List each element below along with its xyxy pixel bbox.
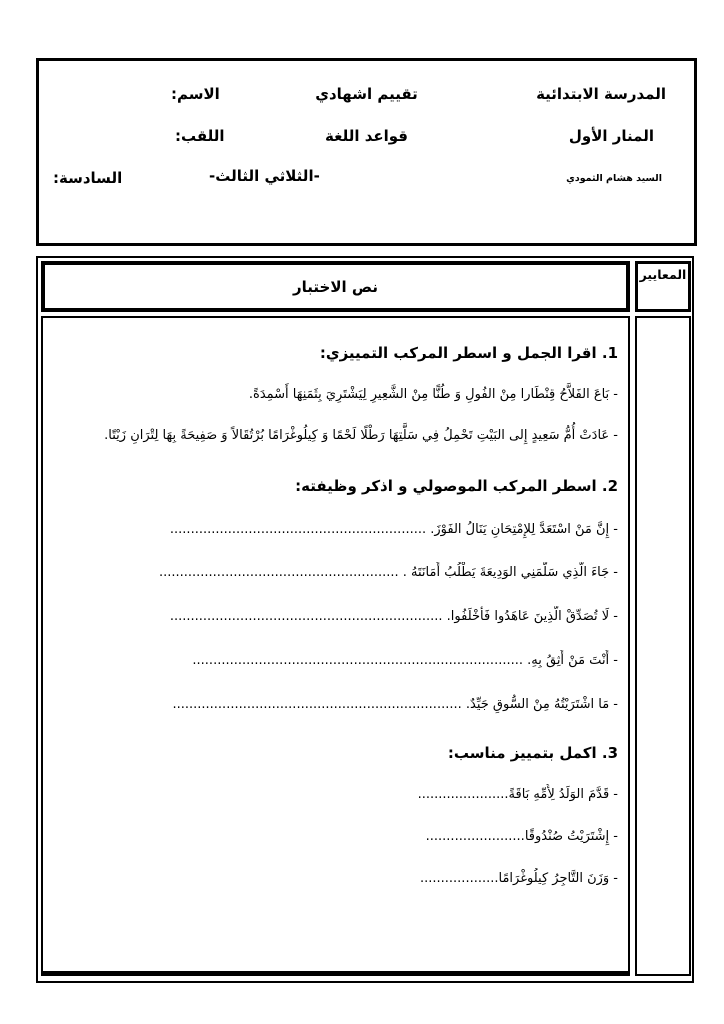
test-body-cell xyxy=(41,316,630,976)
grade-level-label: السادسة: xyxy=(53,169,123,187)
teacher-name: السيد هشام الثمودي xyxy=(566,173,662,184)
trimester-label: -الثلاثي الثالث- xyxy=(209,167,320,185)
subject-title: قواعد اللغة xyxy=(325,127,408,145)
question-1-sentence-1: - بَاعَ الفَلاَّحُ قِنْطَارا مِنْ الفُولِ وَ طُنًّا مِنْ الشَّعِيرِ لِيَشْتَرِيَ بِثَمَنِهَا أَسْمِدَةً. xyxy=(248,387,618,402)
question-3-sentence-1: - قَدَّمَ الوَلَدُ لِأُمِّهِ بَاقَةً...................... xyxy=(417,787,618,803)
student-surname-label: اللقب: xyxy=(175,127,225,145)
criteria-header-cell xyxy=(635,261,691,312)
test-text-header-label: نص الاختبار xyxy=(293,277,378,296)
question-2-sentence-3: - لَا تُصَدِّقْ الَّذِينَ عَاهَدُوا فَأَخْلَفُوا. .................................................................. xyxy=(169,609,618,624)
question-3-title: 3. اكمل بتمييز مناسب: xyxy=(447,744,618,763)
question-2-title: 2. اسطر المركب الموصولي و اذكر وظيفته: xyxy=(295,476,618,495)
test-text-header-cell xyxy=(41,261,630,312)
question-2-sentence-4: - أَنْتَ مَنْ أَثِقُ بِهِ. ................................................................................ xyxy=(192,652,618,668)
criteria-header-label: المعايير xyxy=(639,267,687,282)
school-name-line1: المدرسة الابتدائية xyxy=(536,85,666,103)
student-name-label: الاسم: xyxy=(171,85,220,103)
evaluation-type: تقييم اشهادي xyxy=(315,85,418,103)
question-2-sentence-5: - مَا اشْتَرَيْتُهُ مِنْ السُّوقِ جَيِّدٌ. ...................................................................... xyxy=(172,696,618,712)
question-1-sentence-2: - عَادَتْ أُمُّ سَعِيدٍ إِلى البَيْتِ تَحْمِلُ فِي سَلَّتِهَا رَطْلًا لَحْمًا وَ كِيلُوغْرَامًا بُرْتُقَالاً وَ صَفِيحَةً بِهَا لِتْرَانِ زَيْتًا. xyxy=(104,427,618,443)
school-name-line2: المنار الأول xyxy=(568,127,654,145)
question-2-sentence-2: - جَاءَ الَّذِي سَلَّمَنِي الوَدِيعَةَ يَطْلُبُ أَمَانَتَهُ . .......................................................... xyxy=(158,565,618,581)
criteria-body-cell xyxy=(635,316,691,976)
question-3-sentence-3: - وَزَنَ التَّاجِرُ كِيلُوغْرَامًا................... xyxy=(419,870,618,886)
question-2-sentence-1: - إِنَّ مَنْ اسْتَعَدَّ لِلإِمْتِحَانِ يَنَالُ الفَوْزَ. .............................................................. xyxy=(169,521,618,537)
question-3-sentence-2: - إِشْتَرَيْتُ صُنْدُوقًا........................ xyxy=(425,829,618,844)
question-1-title: 1. اقرا الجمل و اسطر المركب التمييزي: xyxy=(319,344,618,362)
exam-header-box xyxy=(36,58,697,246)
